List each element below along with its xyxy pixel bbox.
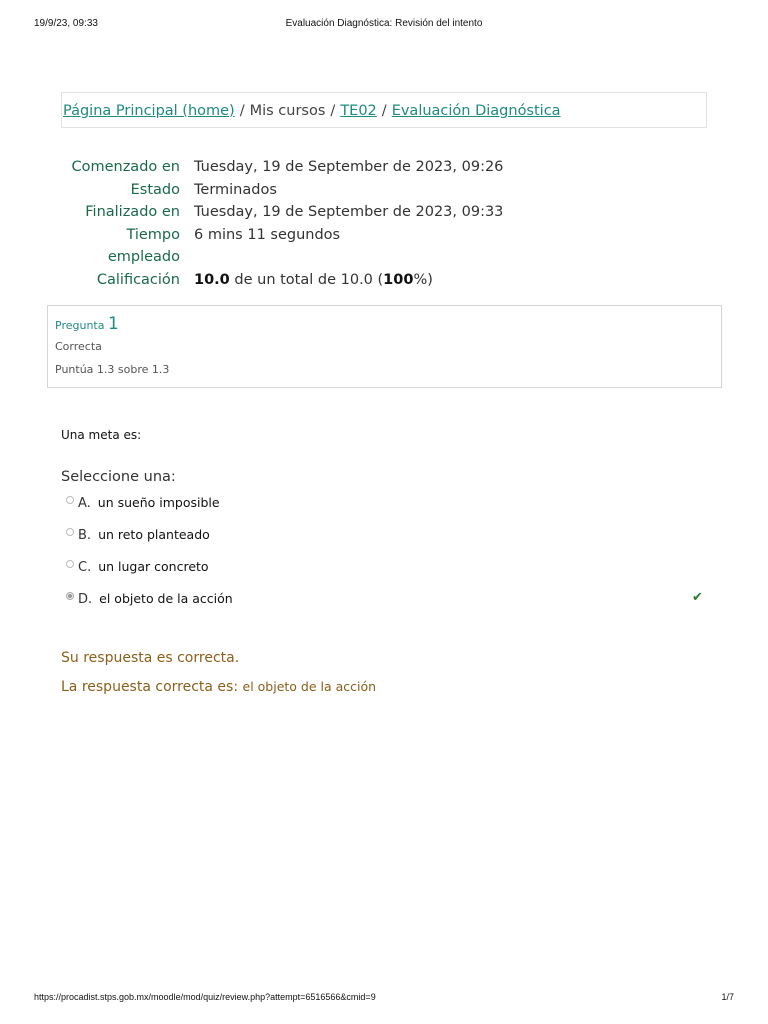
grade-score: 10.0 xyxy=(194,271,230,288)
option-text: un lugar concreto xyxy=(98,559,209,574)
time-value: 6 mins 11 segundos xyxy=(194,226,341,243)
radio-button-selected[interactable] xyxy=(66,592,74,600)
attempt-summary xyxy=(61,156,721,291)
radio-button[interactable] xyxy=(66,528,74,536)
answer-prompt: Seleccione una: xyxy=(61,469,176,485)
grade-label: Calificación xyxy=(96,271,180,288)
answer-option-d[interactable] xyxy=(66,586,716,618)
breadcrumb-home-link[interactable]: Página Principal (home) xyxy=(63,103,235,119)
question-number-value: 1 xyxy=(107,314,119,334)
print-title: Evaluación Diagnóstica: Revisión del intento xyxy=(285,18,483,29)
answer-options xyxy=(66,490,716,618)
summary-row-started xyxy=(61,156,721,179)
breadcrumb-separator: / xyxy=(239,103,245,119)
time-label-line2: empleado xyxy=(107,249,180,265)
option-text: el objeto de la acción xyxy=(99,591,233,606)
breadcrumb-separator: / xyxy=(330,103,336,119)
grade-end: %) xyxy=(413,271,433,288)
correct-check-icon: ✔ xyxy=(692,590,703,605)
option-text: un sueño imposible xyxy=(97,495,220,510)
correct-answer-label: La respuesta correcta es: xyxy=(61,679,243,695)
summary-row-grade xyxy=(61,269,721,292)
started-label: Comenzado en xyxy=(71,159,180,175)
breadcrumb-my-courses: Mis cursos xyxy=(249,103,326,119)
started-value: Tuesday, 19 de September de 2023, 09:26 xyxy=(194,159,504,175)
option-text: un reto planteado xyxy=(98,527,210,542)
print-date: 19/9/23, 09:33 xyxy=(34,18,98,29)
summary-row-time xyxy=(61,224,721,269)
print-page-number: 1/7 xyxy=(721,992,734,1002)
answer-option-c[interactable] xyxy=(66,554,716,586)
summary-row-finished xyxy=(61,201,721,224)
correct-answer xyxy=(61,679,376,695)
state-value: Terminados xyxy=(194,181,277,198)
answer-feedback: Su respuesta es correcta. xyxy=(61,650,240,666)
radio-button[interactable] xyxy=(66,496,74,504)
question-info-box xyxy=(47,305,722,388)
question-text: Una meta es: xyxy=(61,428,142,442)
breadcrumb-quiz-link[interactable]: Evaluación Diagnóstica xyxy=(391,103,561,119)
radio-button[interactable] xyxy=(66,560,74,568)
answer-option-a[interactable] xyxy=(66,490,716,522)
print-url: https://procadist.stps.gob.mx/moodle/mod/quiz/review.php?attempt=6516566&cmid=9 xyxy=(34,992,376,1002)
correct-answer-text: el objeto de la acción xyxy=(242,679,377,694)
question-state: Correcta xyxy=(55,340,102,353)
option-letter: B. xyxy=(78,528,92,543)
grade-mid: de un total de 10.0 ( xyxy=(229,271,384,288)
grade-value xyxy=(194,269,433,292)
breadcrumb xyxy=(61,92,707,128)
state-label: Estado xyxy=(130,181,180,198)
time-label-line1: Tiempo xyxy=(126,226,180,243)
answer-option-b[interactable] xyxy=(66,522,716,554)
finished-value: Tuesday, 19 de September de 2023, 09:33 xyxy=(194,204,504,220)
summary-row-state xyxy=(61,179,721,202)
finished-label: Finalizado en xyxy=(85,204,180,220)
option-letter: C. xyxy=(78,560,92,575)
question-label: Pregunta xyxy=(55,319,105,332)
grade-percent: 100 xyxy=(383,271,414,288)
option-letter: A. xyxy=(78,496,91,511)
time-label xyxy=(61,224,194,269)
question-grade: Puntúa 1.3 sobre 1.3 xyxy=(55,363,170,376)
breadcrumb-course-link[interactable]: TE02 xyxy=(340,103,377,119)
question-number xyxy=(55,314,714,334)
breadcrumb-separator: / xyxy=(381,103,387,119)
option-letter: D. xyxy=(78,592,93,607)
